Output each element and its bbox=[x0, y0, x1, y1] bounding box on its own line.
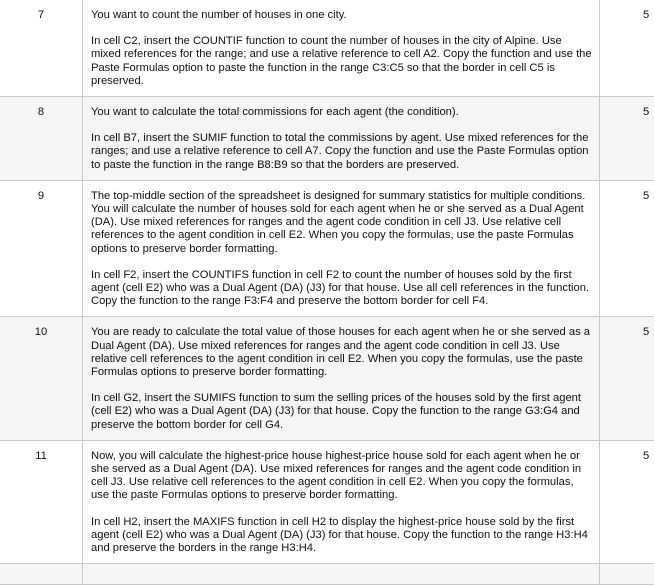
table-row bbox=[0, 317, 654, 440]
step-number-cell bbox=[0, 440, 83, 563]
step-number: 10 bbox=[0, 317, 82, 338]
points-value: 5 bbox=[600, 181, 654, 202]
points-value: 5 bbox=[600, 97, 654, 118]
points-cell bbox=[600, 564, 654, 585]
table-row bbox=[0, 0, 654, 97]
step-description-cell bbox=[83, 440, 600, 563]
step-number-cell bbox=[0, 180, 83, 317]
step-number-cell bbox=[0, 317, 83, 440]
step-description-cell bbox=[83, 0, 600, 97]
points-cell bbox=[600, 0, 654, 97]
step-intro: You are ready to calculate the total value of those houses for each agent when he or she served as a Dual Agent (DA). Use mixed references for ranges and the agent code condition in cell J3. Use relative cell references to the agent condition in cell E2. When you copy the formulas, use the paste Formulas options to preserve border formatting. bbox=[91, 326, 593, 379]
step-description-cell bbox=[83, 317, 600, 440]
step-detail: In cell G2, insert the SUMIFS function to sum the selling prices of the houses sold by the first agent (cell E2) who was a Dual Agent (DA) (J3) for that house. Copy the function to the range G3:G4 and preserve the bottom border for cell G4. bbox=[91, 392, 593, 432]
points-cell bbox=[600, 180, 654, 317]
step-detail: In cell C2, insert the COUNTIF function to count the number of houses in the city of Alpine. Use mixed references for the range; and use a relative reference to cell A2. Copy the function and use the Paste Formulas option to paste the function in the range C3:C5 so that the border in cell C5 is preserved. bbox=[91, 35, 593, 88]
table-row bbox=[0, 97, 654, 181]
step-detail: In cell H2, insert the MAXIFS function in cell H2 to display the highest-price house sold by the first agent (cell E2) who was a Dual Agent (DA) (J3) for that house. Copy the function to the range H3:H4 and preserve the borders in the range H3:H4. bbox=[91, 516, 593, 556]
step-number-cell bbox=[0, 97, 83, 181]
table-row bbox=[0, 180, 654, 317]
table-row bbox=[0, 440, 654, 563]
step-number: 7 bbox=[0, 0, 82, 21]
points-cell bbox=[600, 440, 654, 563]
step-number: 9 bbox=[0, 181, 82, 202]
step-number-cell bbox=[0, 0, 83, 97]
step-detail: In cell F2, insert the COUNTIFS function in cell F2 to count the number of houses sold by the first agent (cell E2) who was a Dual Agent (DA) (J3) for that house. Use all cell references in the function. Copy the function to the range F3:F4 and preserve the bottom border for cell F4. bbox=[91, 269, 593, 309]
step-intro: The top-middle section of the spreadsheet is designed for summary statistics for multiple conditions. You will calculate the number of houses sold for each agent when he or she served as a Dual Agent (DA). Use mixed references for ranges and the agent code condition in cell J3. Use relative cell references to the agent condition in cell E2. When you copy the formulas, use the paste Formulas options to preserve border formatting. bbox=[91, 190, 593, 256]
step-detail: In cell B7, insert the SUMIF function to total the commissions by agent. Use mixed references for the ranges; and use a relative reference to cell A7. Copy the function and use the Paste Formulas option to paste the function in the range B8:B9 so that the borders are preserved. bbox=[91, 132, 593, 172]
step-intro: Now, you will calculate the highest-price house highest-price house sold for each agent when he or she served as a Dual Agent (DA). Use mixed references for ranges and the agent code condition in cell J3. Use relative cell references to the agent condition in cell E2. When you copy the formulas, use the paste Formulas options to preserve border formatting. bbox=[91, 450, 593, 503]
points-value: 5 bbox=[600, 317, 654, 338]
points-value: 5 bbox=[600, 0, 654, 21]
points-cell bbox=[600, 97, 654, 181]
table-row-partial bbox=[0, 564, 654, 585]
step-number: 8 bbox=[0, 97, 82, 118]
step-description-cell bbox=[83, 180, 600, 317]
points-value: 5 bbox=[600, 441, 654, 462]
points-cell bbox=[600, 317, 654, 440]
step-description-cell bbox=[83, 564, 600, 585]
step-intro: You want to count the number of houses in one city. bbox=[91, 9, 593, 22]
step-number-cell bbox=[0, 564, 83, 585]
step-number: 11 bbox=[0, 441, 82, 462]
step-intro: You want to calculate the total commissions for each agent (the condition). bbox=[91, 106, 593, 119]
step-description-cell bbox=[83, 97, 600, 181]
